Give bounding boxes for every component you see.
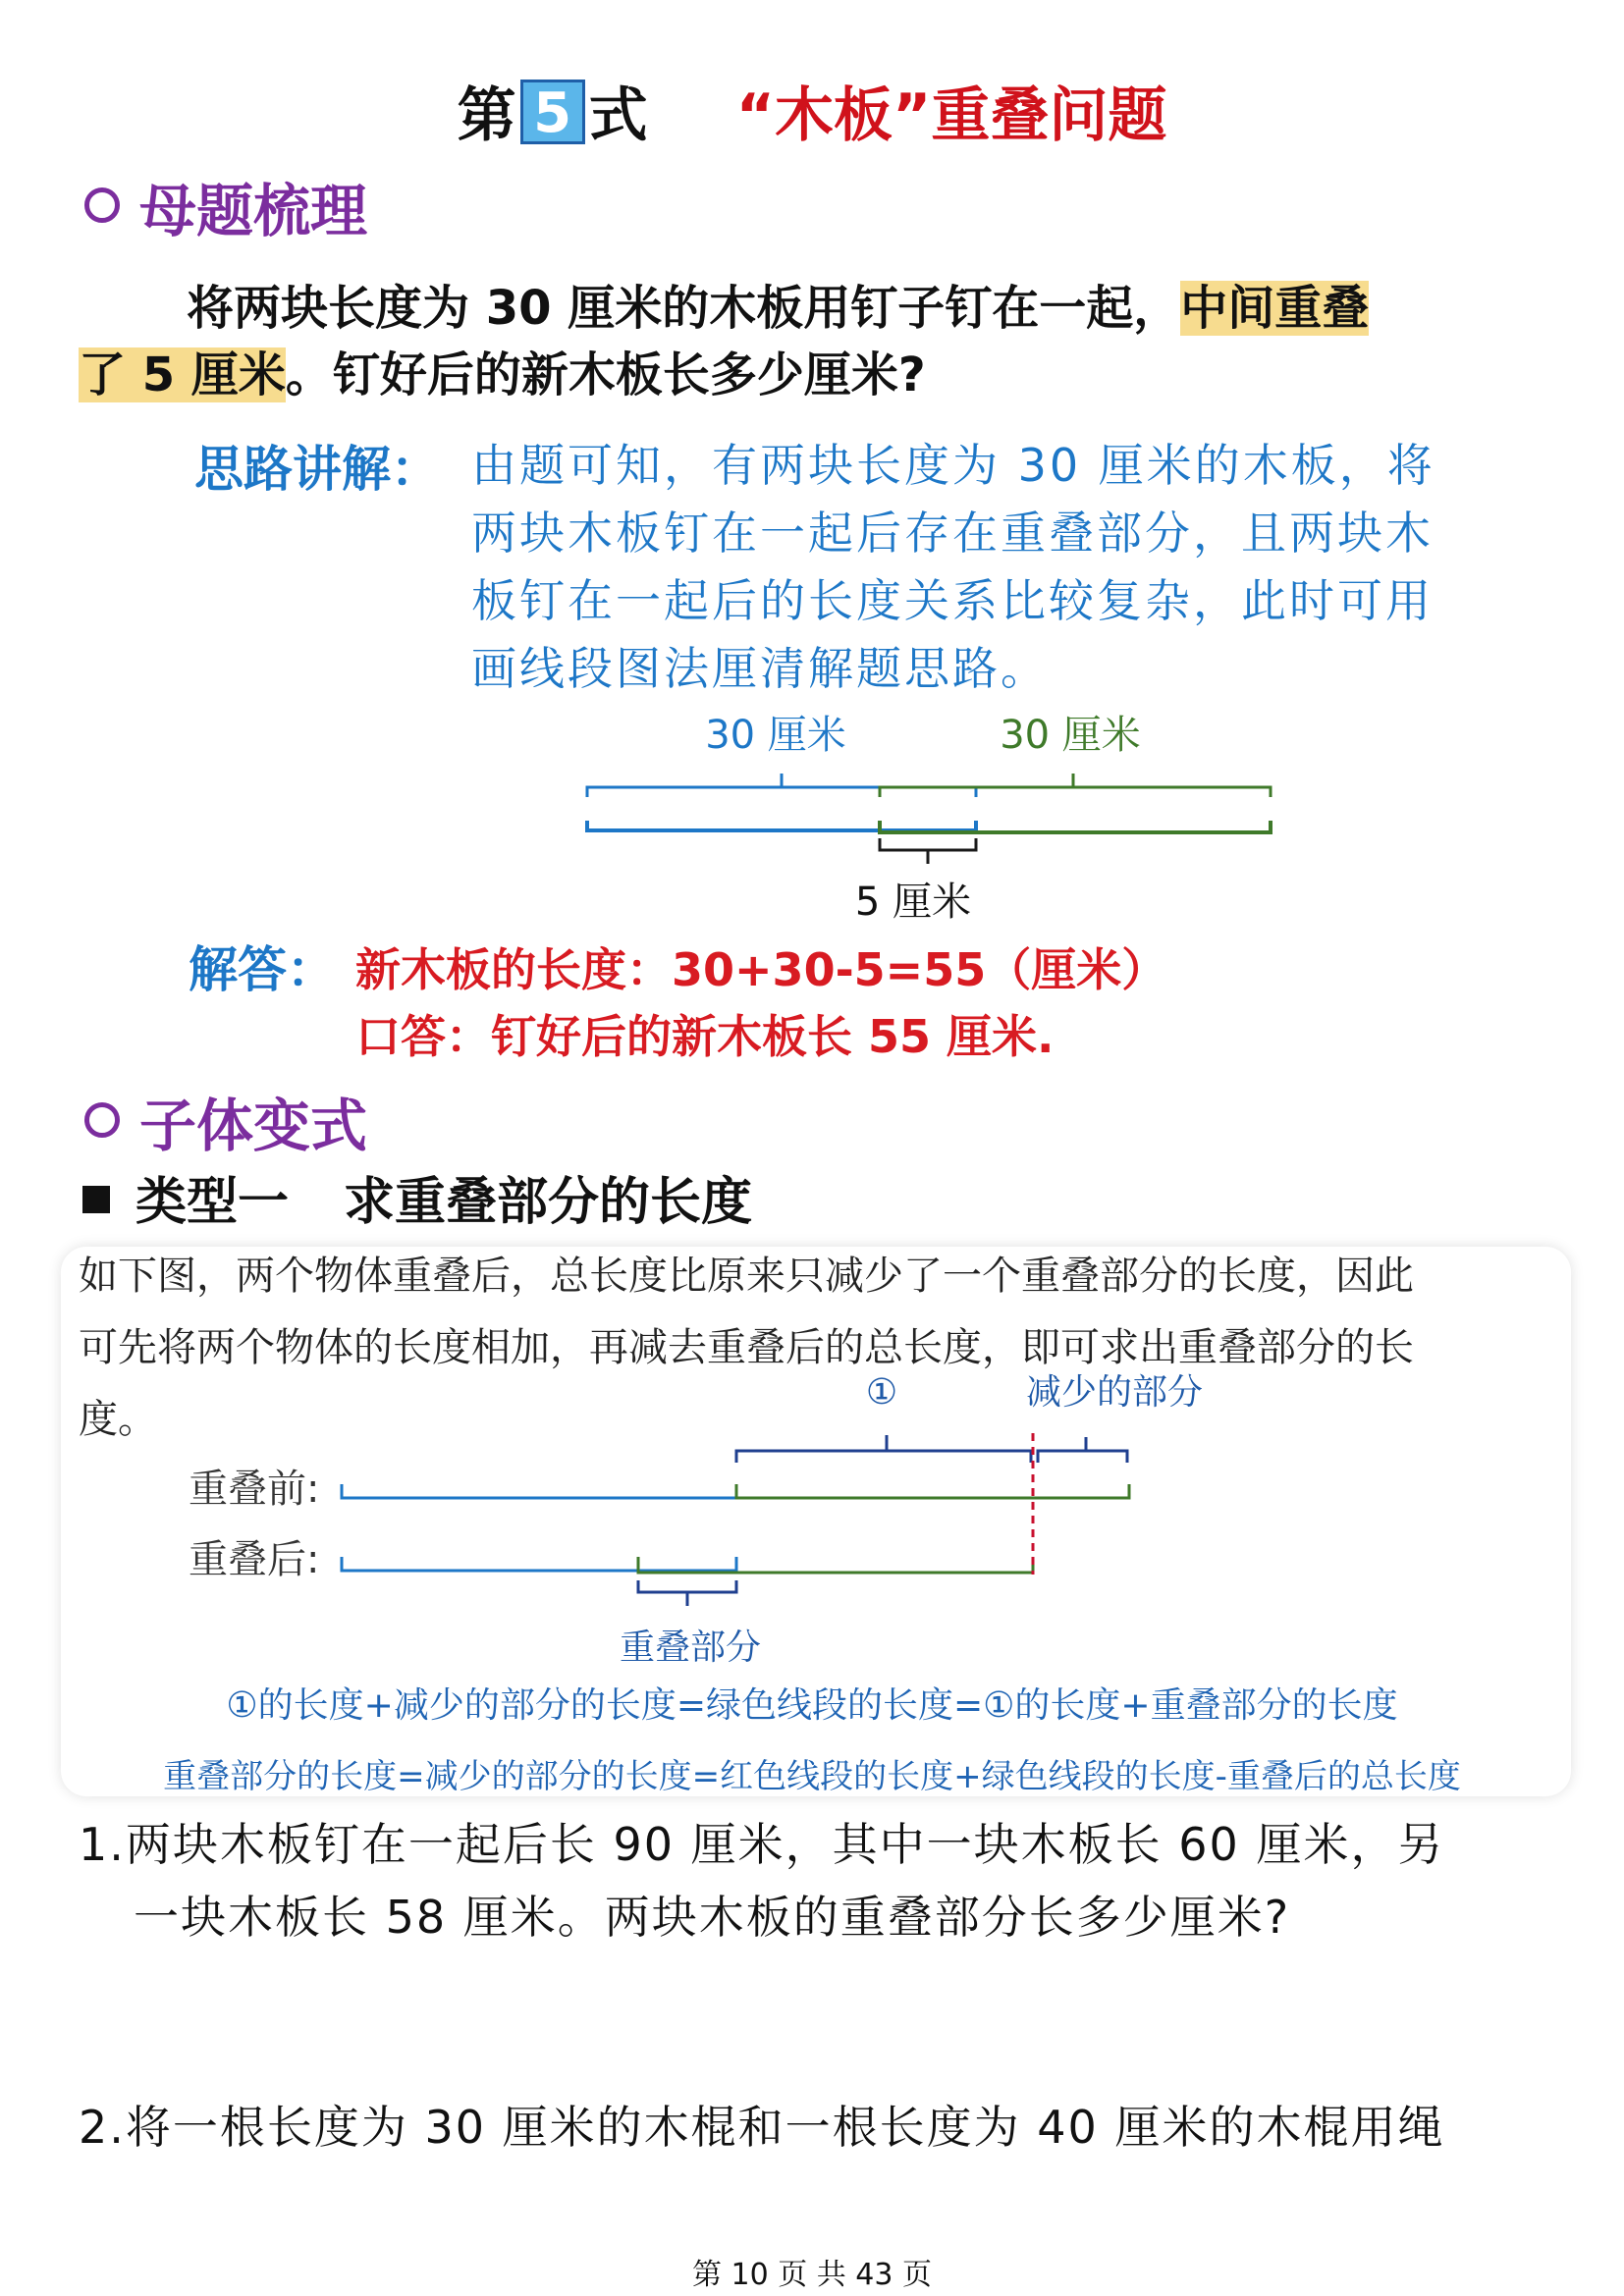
tip-line: 度。 <box>79 1397 157 1442</box>
left-board-brace <box>587 774 976 797</box>
section-heading-mother-problem <box>84 177 367 245</box>
question-number: 1. <box>79 1818 126 1871</box>
tip-formula-1: ①的长度+减少的部分的长度=绿色线段的长度=①的长度+重叠部分的长度 <box>226 1685 1398 1726</box>
section-heading-variants <box>84 1092 367 1160</box>
analysis-line: 由题可知，有两块长度为 30 厘米的木板，将 <box>471 439 1435 492</box>
right-board-brace <box>880 774 1271 797</box>
question-text: 两块木板钉在一起后长 90 厘米，其中一块木板长 60 厘米，另 <box>125 1818 1445 1871</box>
reduced-part-label: 减少的部分 <box>1025 1372 1204 1413</box>
left-board-line <box>587 821 976 830</box>
type1-title: 求重叠部分的长度 <box>344 1173 753 1232</box>
page-title <box>0 77 1624 155</box>
question-2 <box>79 2091 1581 2163</box>
circle-bullet-icon <box>84 187 120 223</box>
title-prefix: 第 <box>457 81 516 150</box>
after-blue-segment <box>342 1557 736 1571</box>
title-number-badge: 5 <box>520 80 585 144</box>
problem-highlight-2: 了 5 厘米 <box>79 347 286 402</box>
answer-line-2: 口答：钉好后的新木板长 55 厘米. <box>355 1010 1055 1063</box>
analysis-line: 两块木板钉在一起后存在重叠部分，且两块木 <box>471 507 1434 560</box>
tip-formula-2: 重叠部分的长度=减少的部分的长度=红色线段的长度+绿色线段的长度-重叠后的总长度 <box>163 1757 1461 1796</box>
title-topic: “木板”重叠问题 <box>735 81 1167 150</box>
overlap-method-diagram <box>177 1364 1218 1669</box>
question-1 <box>79 1808 1581 1953</box>
type1-label: 类型一 <box>135 1173 290 1232</box>
question-text: 将一根长度为 30 厘米的木棍和一根长度为 40 厘米的木棍用绳 <box>125 2101 1445 2154</box>
line-segment-diagram-1 <box>550 707 1316 933</box>
after-overlap-label: 重叠后: <box>189 1537 320 1582</box>
page-footer: 第 10 页 共 43 页 <box>691 2258 933 2292</box>
tip-line: 如下图，两个物体重叠后，总长度比原来只减少了一个重叠部分的长度，因此 <box>79 1254 1414 1299</box>
diagram1-right-label: 30 厘米 <box>1000 713 1141 758</box>
problem-text-part1: 将两块长度为 30 厘米的木板用钉子钉在一起， <box>187 281 1181 336</box>
circle-one-brace <box>736 1435 1031 1463</box>
question-text: 一块木板长 58 厘米。两块木板的重叠部分长多少厘米? <box>134 1891 1291 1944</box>
analysis-line: 板钉在一起后的长度关系比较复杂，此时可用 <box>471 574 1434 627</box>
problem-line-1 <box>187 275 1561 342</box>
circle-one-label: ① <box>865 1372 898 1413</box>
before-blue-segment <box>342 1484 736 1498</box>
right-board-line <box>880 821 1271 832</box>
answer-label: 解答： <box>189 941 336 998</box>
problem-line-2 <box>79 342 1551 408</box>
overlap-part-brace <box>638 1580 736 1606</box>
section2-heading-text: 子体变式 <box>139 1093 368 1159</box>
analysis-text <box>471 432 1561 703</box>
circle-bullet-icon <box>84 1102 120 1138</box>
problem-highlight-1: 中间重叠 <box>1180 281 1370 336</box>
before-overlap-label: 重叠前: <box>189 1467 320 1512</box>
problem-text-part2: 。钉好后的新木板长多少厘米? <box>285 347 926 402</box>
diagram1-left-label: 30 厘米 <box>705 713 846 758</box>
section1-heading-text: 母题梳理 <box>139 178 368 244</box>
analysis-label: 思路讲解： <box>194 441 440 498</box>
type1-heading <box>82 1168 752 1237</box>
tip-line: 可先将两个物体的长度相加，再减去重叠后的总长度，即可求出重叠部分的长 <box>79 1325 1414 1370</box>
overlap-part-label: 重叠部分 <box>619 1628 762 1668</box>
question-number: 2. <box>79 2101 126 2154</box>
title-suffix: 式 <box>588 81 648 150</box>
before-green-segment <box>736 1484 1129 1498</box>
analysis-line: 画线段图法厘清解题思路。 <box>471 642 1049 695</box>
answer-line-1: 新木板的长度：30+30-5=55（厘米） <box>355 943 1167 996</box>
overlap-brace <box>880 838 976 864</box>
reduced-part-brace <box>1038 1437 1127 1463</box>
diagram1-overlap-label: 5 厘米 <box>854 880 972 925</box>
square-bullet-icon <box>82 1186 110 1213</box>
